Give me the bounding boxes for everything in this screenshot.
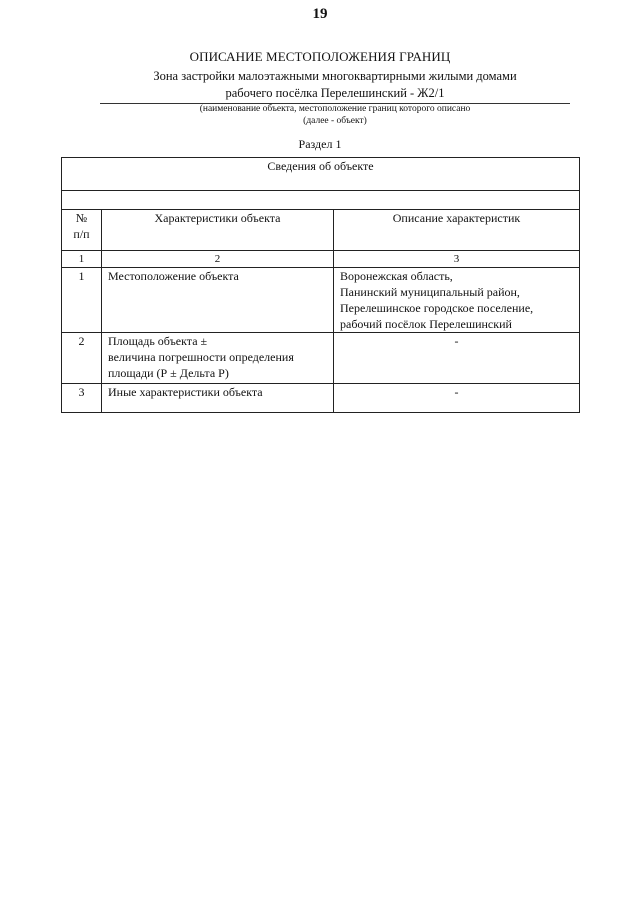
row-1-description-line-4: рабочий посёлок Перелешинский (340, 317, 512, 331)
row-2-description (334, 333, 580, 384)
document-title: ОПИСАНИЕ МЕСТОПОЛОЖЕНИЯ ГРАНИЦ (189, 49, 451, 64)
table-spacer-row (62, 191, 580, 210)
object-name-line-2: рабочего посёлка Перелешинский - Ж2/1 (225, 86, 445, 100)
column-number-3: 3 (334, 251, 580, 268)
row-1-characteristic (102, 268, 334, 333)
table-header: Сведения об объекте (62, 158, 580, 191)
table-row (62, 333, 580, 384)
table-header-row (62, 158, 580, 191)
column-header-characteristic: Характеристики объекта (102, 210, 334, 251)
column-number-row (62, 251, 580, 268)
row-2-characteristic-line-1: Площадь объекта ± (108, 334, 208, 348)
row-2-characteristic (102, 333, 334, 384)
object-info-table (61, 157, 580, 413)
section-title: Раздел 1 (298, 137, 342, 151)
row-2-description-line-1: - (454, 334, 459, 348)
column-header-num (62, 210, 102, 251)
column-header-description: Описание характеристик (334, 210, 580, 251)
row-1-characteristic-line-1: Местоположение объекта (108, 269, 239, 283)
row-1-description-line-1: Воронежская область, (340, 269, 453, 283)
row-1-description-line-2: Панинский муниципальный район, (340, 285, 520, 299)
table-row (62, 268, 580, 333)
caption-line-2: (далее - объект) (303, 116, 367, 126)
column-number-1: 1 (62, 251, 102, 268)
column-header-num-line-1: № (75, 211, 88, 225)
row-3-description-line-1: - (454, 385, 459, 399)
row-3-description (334, 384, 580, 413)
row-2-characteristic-line-3: площади (Р ± Дельта Р) (108, 366, 229, 380)
row-3-characteristic-line-1: Иные характеристики объекта (108, 385, 263, 399)
object-name-caption (100, 103, 570, 127)
object-name (100, 68, 570, 104)
row-2-characteristic-line-2: величина погрешности определения (108, 350, 294, 364)
row-1-num: 1 (62, 268, 102, 333)
row-3-num: 3 (62, 384, 102, 413)
column-header-num-line-2: п/п (73, 227, 90, 241)
row-1-description (334, 268, 580, 333)
object-name-line-1: Зона застройки малоэтажными многоквартирными жилыми домами (153, 69, 517, 83)
page-number: 19 (312, 6, 328, 22)
table-spacer-cell (62, 191, 580, 210)
column-header-row (62, 210, 580, 251)
caption-line-1: (наименование объекта, местоположение границ которого описано (199, 104, 471, 114)
table-row (62, 384, 580, 413)
row-3-characteristic (102, 384, 334, 413)
row-2-num: 2 (62, 333, 102, 384)
column-number-2: 2 (102, 251, 334, 268)
row-1-description-line-3: Перелешинское городское поселение, (340, 301, 534, 315)
